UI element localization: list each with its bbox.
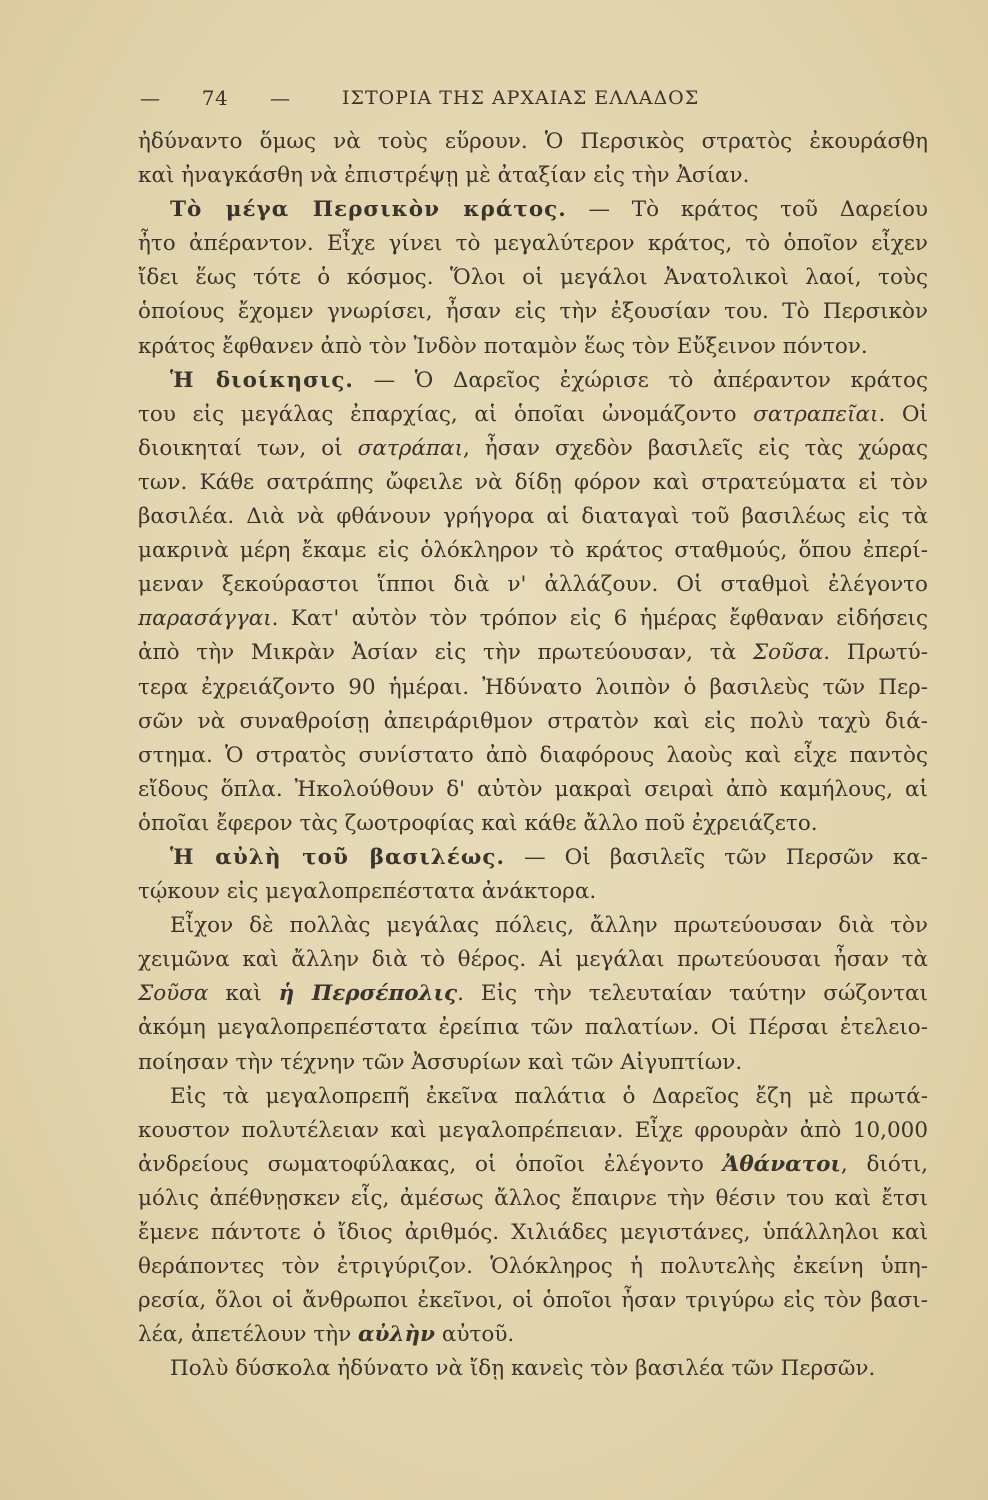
text-line: μακρινὰ μέρη ἔκαμε εἰς ὁλόκληρον τὸ κράτος σταθμούς, ὅπου ἐπερί-: [138, 538, 928, 564]
text-line: του εἰς μεγάλας ἐπαρχίας, αἱ ὁποῖαι ὠνομάζοντο σατραπεῖαι. Οἱ: [138, 401, 928, 427]
section-heading-persian-empire: Τὸ μέγα Περσικὸν κράτος.: [170, 197, 567, 223]
text-line: ἀκόμη μεγαλοπρεπέστατα ἐρείπια τῶν παλατίων. Οἱ Πέρσαι ἐτελειο-: [138, 1015, 928, 1041]
text-line: ἔμενε πάντοτε ὁ ἴδιος ἀριθμός. Χιλιάδες μεγιστάνες, ὑπάλληλοι καὶ: [138, 1220, 928, 1245]
text-line: των. Κάθε σατράπης ὤφειλε νὰ δίδῃ φόρον καὶ στρατεύματα εἰ τὸν: [138, 469, 928, 495]
section-heading-line: Ἡ διοίκησις. — Ὁ Δαρεῖος ἐχώρισε τὸ ἀπέραντον κράτος: [170, 367, 929, 393]
text-line: ὁποίους ἔχομεν γνωρίσει, ἦσαν εἰς τὴν ἐξουσίαν του. Τὸ Περσικὸν: [138, 299, 928, 325]
term-susa: Σοῦσα: [138, 981, 209, 1007]
term-persepolis: ἡ Περσέπολις: [278, 981, 458, 1007]
text-line: Σοῦσα καὶ ἡ Περσέπολις. Εἰς τὴν τελευταίαν ταύτην σώζονται: [138, 981, 928, 1007]
page-number-group: [140, 86, 290, 110]
text-line: Εἰς τὰ μεγαλοπρεπῆ ἐκεῖνα παλάτια ὁ Δαρεῖος ἔζη μὲ πρωτά-: [170, 1083, 928, 1109]
text-line: ἦτο ἀπέραντον. Εἶχε γίνει τὸ μεγαλύτερον κράτος, τὸ ὁποῖον εἶχεν: [138, 231, 928, 257]
text-line: θεράποντες τὸν ἐτριγύριζον. Ὁλόκληρος ἡ πολυτελὴς ἐκείνη ὑπη-: [138, 1254, 928, 1280]
section-heading-royal-court: Ἡ αὐλὴ τοῦ βασιλέως.: [170, 844, 505, 870]
text-line: ποίησαν τὴν τέχνην τῶν Ἀσσυρίων καὶ τῶν Αἰγυπτίων.: [138, 1049, 743, 1075]
text-line: καὶ ἠναγκάσθη νὰ ἐπιστρέψῃ μὲ ἀταξίαν εἰς τὴν Ἀσίαν.: [138, 163, 750, 189]
page-body: [138, 125, 928, 1386]
text-line: μεναν ξεκούραστοι ἵπποι διὰ ν' ἀλλάζουν. Οἱ σταθμοὶ ἐλέγοντο: [138, 572, 928, 598]
text-line: κράτος ἔφθανεν ἀπὸ τὸν Ἰνδὸν ποταμὸν ἕως τὸν Εὔξεινον πόντον.: [138, 333, 868, 359]
running-title: ΙΣΤΟΡΙΑ ΤΗΣ ΑΡΧΑΙΑΣ ΕΛΛΑΔΟΣ: [342, 87, 700, 109]
text-line: ἀνδρείους σωματοφύλακας, οἱ ὁποῖοι ἐλέγοντο Ἀθάνατοι, διότι,: [138, 1151, 928, 1177]
section-heading-line: Τὸ μέγα Περσικὸν κράτος. — Τὸ κράτος τοῦ Δαρείου: [170, 197, 929, 223]
text-line: εἴδους ὅπλα. Ἠκολούθουν δ' αὐτὸν μακραὶ σειραὶ ἀπὸ καμήλους, αἱ: [138, 776, 928, 802]
text-line: χειμῶνα καὶ ἄλλην διὰ τὸ θέρος. Αἱ μεγάλαι πρωτεύουσαι ἦσαν τὰ: [138, 947, 928, 973]
page-number: 74: [201, 86, 229, 110]
text-line: διοικηταί των, οἱ σατράπαι, ἦσαν σχεδὸν βασιλεῖς εἰς τὰς χώρας: [138, 435, 928, 461]
text-line: μόλις ἀπέθνῃσκεν εἷς, ἀμέσως ἄλλος ἔπαιρνε τὴν θέσιν του καὶ ἔτσι: [138, 1185, 928, 1211]
text-line: βασιλέα. Διὰ νὰ φθάνουν γρήγορα αἱ διαταγαὶ τοῦ βασιλέως εἰς τὰ: [138, 504, 928, 530]
term-court: αὐλὴν: [358, 1322, 436, 1348]
text-line: ἠδύναντο ὅμως νὰ τοὺς εὕρουν. Ὁ Περσικὸς στρατὸς ἐκουράσθη: [138, 129, 928, 154]
text-line: ὁποῖαι ἔφερον τὰς ζωοτροφίας καὶ κάθε ἄλλο ποῦ ἐχρειάζετο.: [138, 810, 818, 836]
term-susa: Σοῦσα: [752, 640, 824, 666]
text-line: στημα. Ὁ στρατὸς συνίστατο ἀπὸ διαφόρους λαοὺς καὶ εἶχε παντὸς: [138, 742, 928, 768]
text-line: παρασάγγαι. Κατ' αὐτὸν τὸν τρόπον εἰς 6 ἡμέρας ἔφθαναν εἰδήσεις: [138, 606, 928, 632]
section-heading-line: Ἡ αὐλὴ τοῦ βασιλέως. — Οἱ βασιλεῖς τῶν Περσῶν κα-: [170, 844, 928, 870]
page-number-dash-left: —: [140, 86, 160, 110]
text-line: λέα, ἀπετέλουν τὴν αὐλὴν αὐτοῦ.: [138, 1322, 515, 1348]
page-number-dash-right: —: [269, 86, 290, 110]
term-satrapies: σατραπεῖαι: [753, 401, 879, 427]
page-header: [140, 78, 840, 118]
text-line: τερα ἐχρειάζοντο 90 ἡμέραι. Ἠδύνατο λοιπὸν ὁ βασιλεὺς τῶν Περ-: [138, 674, 928, 700]
text-line: Πολὺ δύσκολα ἠδύνατο νὰ ἴδῃ κανεὶς τὸν βασιλέα τῶν Περσῶν.: [170, 1356, 876, 1382]
text-line: κουστον πολυτέλειαν καὶ μεγαλοπρέπειαν. Εἶχε φρουρὰν ἀπὸ 10,000: [138, 1117, 928, 1143]
text-line: Εἶχον δὲ πολλὰς μεγάλας πόλεις, ἄλλην πρωτεύουσαν διὰ τὸν: [170, 913, 928, 939]
term-immortals: Ἀθάνατοι: [722, 1151, 841, 1177]
text-line: ἴδει ἕως τότε ὁ κόσμος. Ὅλοι οἱ μεγάλοι Ἀνατολικοὶ λαοί, τοὺς: [138, 265, 928, 291]
text-line: τῴκουν εἰς μεγαλοπρεπέστατα ἀνάκτορα.: [138, 879, 597, 905]
section-heading-administration: Ἡ διοίκησις.: [170, 367, 354, 393]
text-line: ρεσία, ὅλοι οἱ ἄνθρωποι ἐκεῖνοι, οἱ ὁποῖοι ἦσαν τριγύρω εἰς τὸν βασι-: [138, 1288, 928, 1314]
term-parasangs: παρασάγγαι: [138, 606, 272, 632]
text-line: σῶν νὰ συναθροίσῃ ἀπειράριθμον στρατὸν καὶ εἰς πολὺ ταχὺ διά-: [138, 708, 928, 734]
text-line: ἀπὸ τὴν Μικρὰν Ἀσίαν εἰς τὴν πρωτεύουσαν, τὰ Σοῦσα. Πρωτύ-: [138, 640, 928, 666]
term-satraps: σατράπαι: [357, 435, 463, 461]
